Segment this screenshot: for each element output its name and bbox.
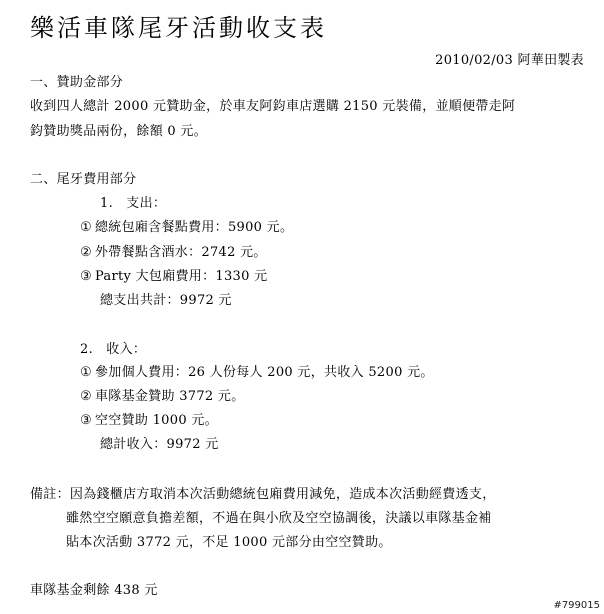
expenses-heading: 二、尾牙費用部分 [30,172,137,187]
sponsorship-text-line-1: 收到四人總計 2000 元贊助金，於車友阿鈞車店選購 2150 元裝備，並順便帶走阿 [30,99,516,114]
item-text: 車隊基金贊助 3772 元。 [94,389,245,404]
item-text: 空空贊助 1000 元。 [94,413,218,428]
expenditure-total: 總支出共計：9972 元 [100,293,232,308]
document-title: 樂活車隊尾牙活動收支表 [30,14,327,42]
item-number: ③ [80,269,92,284]
note-line-2: 雖然空空願意負擔差額，不過在與小欣及空空協調後，決議以車隊基金補 [66,511,492,526]
item-number: ① [80,220,92,235]
watermark: #799015 [553,600,600,611]
item-number: ② [80,245,92,260]
income-item [80,365,434,381]
item-text: 總統包廂含餐點費用：5900 元。 [94,220,294,235]
expenditure-item [80,220,293,236]
income-item [80,413,218,429]
sponsorship-heading: 一、贊助金部分 [30,75,124,90]
item-text: 參加個人費用：26 人份每人 200 元，共收入 5200 元。 [94,365,434,380]
income-item [80,389,245,405]
note-line-3: 貼本次活動 3772 元，不足 1000 元部分由空空贊助。 [66,535,392,550]
income-heading: 2. 收入： [80,342,147,357]
date-author: 2010/02/03 阿華田製表 [435,53,584,68]
item-number: ② [80,389,92,404]
fund-balance: 車隊基金剩餘 438 元 [30,583,158,598]
item-text: Party 大包廂費用：1330 元 [94,269,268,284]
item-number: ③ [80,413,92,428]
expenditure-heading: 1. 支出： [100,196,167,211]
expenditure-item [80,269,267,285]
sponsorship-text-line-2: 鈞贊助獎品兩份，餘額 0 元。 [30,124,208,139]
item-number: ① [80,365,92,380]
income-total: 總計收入：9972 元 [100,437,219,452]
note-line-1: 備註：因為錢櫃店方取消本次活動總統包廂費用減免，造成本次活動經費透支， [30,487,496,502]
item-text: 外帶餐點含酒水：2742 元。 [94,245,267,260]
expenditure-item [80,245,267,261]
